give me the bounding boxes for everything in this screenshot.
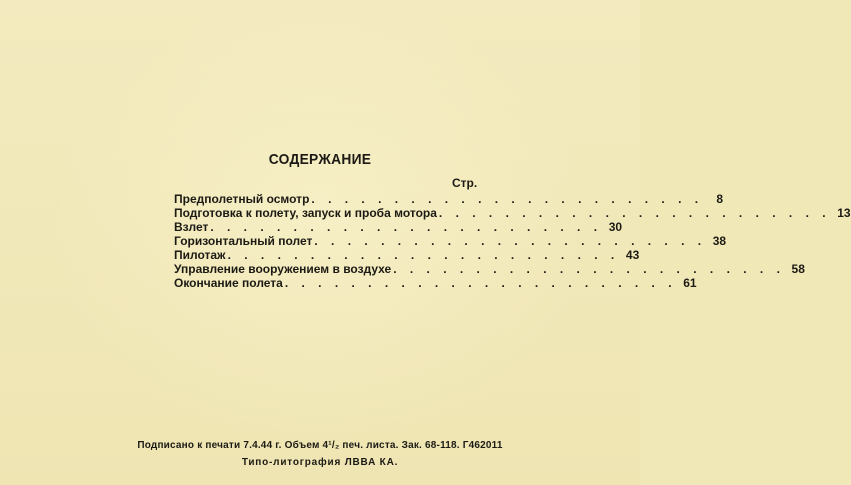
toc-entry-label: Предполетный осмотр [174, 192, 310, 206]
toc-entry-label: Подготовка к полету, запуск и проба мотора [174, 206, 437, 220]
toc-leader-dots: . . . . . . . . . . . . . . . . . . . . . . . . [314, 234, 707, 248]
toc-entry [174, 262, 805, 276]
toc-leader-dots: . . . . . . . . . . . . . . . . . . . . . . . . [210, 220, 603, 234]
toc-entry [174, 248, 640, 262]
toc-entry-label: Взлет [174, 220, 209, 234]
toc-entry-page: 30 [608, 220, 623, 234]
toc-entry [174, 276, 697, 290]
toc-entry-label: Пилотаж [174, 248, 226, 262]
toc-entry-label: Управление вооружением в воздухе [174, 262, 392, 276]
contents-title: СОДЕРЖАНИЕ [268, 151, 372, 168]
toc-entry [174, 206, 851, 220]
toc-entry-page: 43 [625, 248, 640, 262]
toc-entry [174, 234, 727, 248]
toc-entry-label: Горизонтальный полет [174, 234, 313, 248]
toc-leader-dots: . . . . . . . . . . . . . . . . . . . . . . . . [311, 192, 704, 206]
toc-leader-dots: . . . . . . . . . . . . . . . . . . . . . . . . [438, 206, 831, 220]
toc-entry-page: 38 [712, 234, 727, 248]
imprint-line-2: Типо-литография ЛВВА КА. [241, 457, 399, 468]
toc-entry-page: 58 [791, 262, 805, 276]
toc-leader-dots: . . . . . . . . . . . . . . . . . . . . . . . . [393, 262, 785, 276]
toc-entry-label: Окончание полета [174, 276, 283, 290]
toc-leader-dots: . . . . . . . . . . . . . . . . . . . . . . . . [284, 276, 677, 290]
imprint-line-1: Подписано к печати 7.4.44 г. Объем 4¹/₂ печ. листа. Зак. 68-118. Г462011 [137, 440, 503, 451]
toc-entry-page: 61 [683, 276, 697, 290]
toc-entry-page: 13 [837, 206, 851, 220]
toc-leader-dots: . . . . . . . . . . . . . . . . . . . . . . . . [227, 248, 620, 262]
toc-entry-page: 8 [716, 192, 724, 206]
toc-entry [174, 220, 623, 234]
page-column-header: Стр. [452, 176, 478, 190]
toc-entry [174, 192, 724, 206]
